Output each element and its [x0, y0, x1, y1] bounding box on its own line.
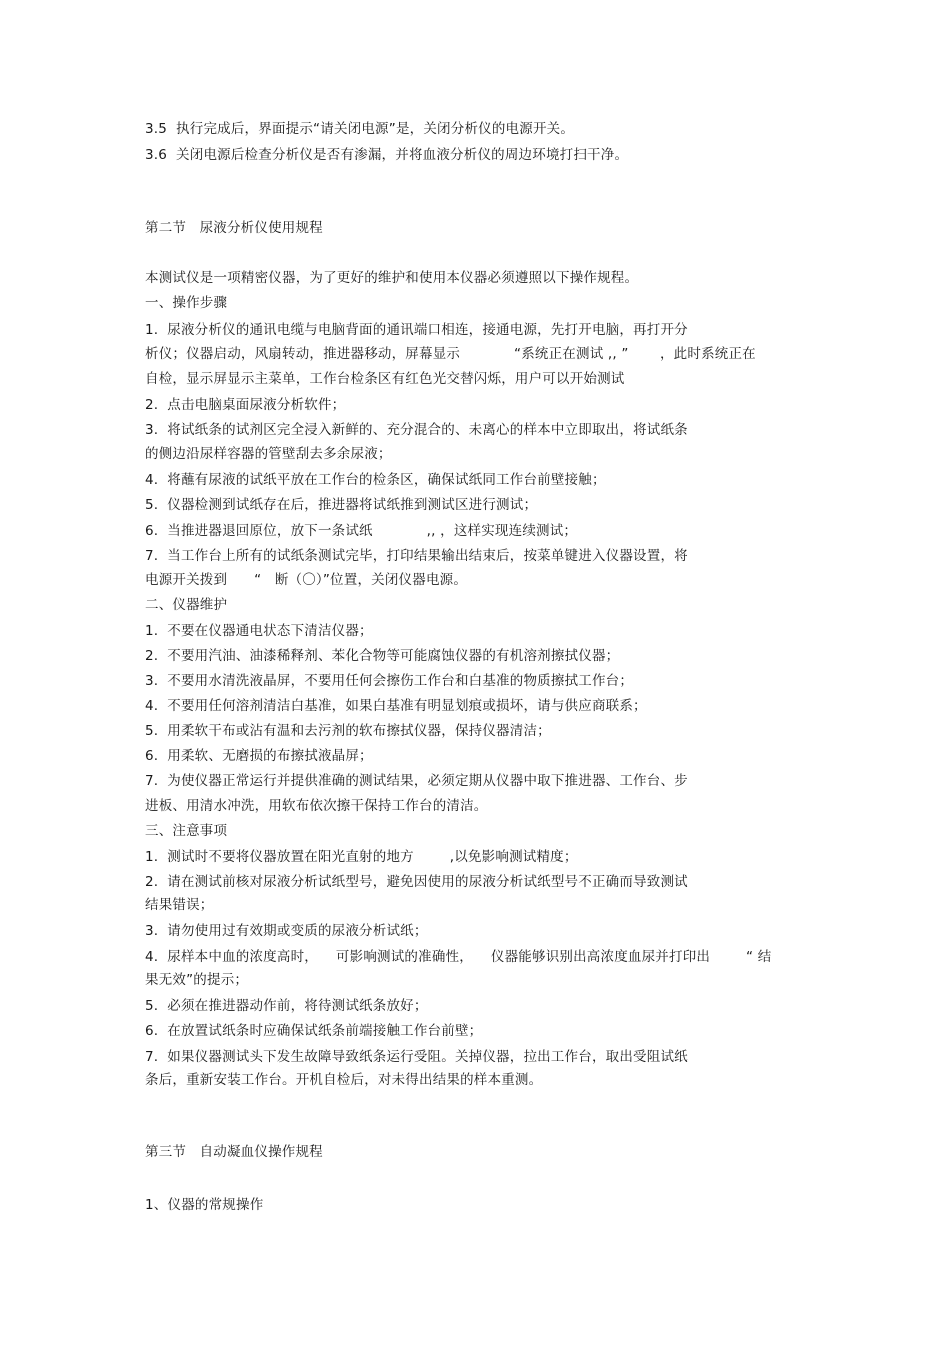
precaution-2-line-1: 2. 请在测试前核对尿液分析试纸型号，避免因使用的尿液分析试纸型号不正确而导致测试	[145, 874, 688, 890]
precaution-6: 6. 在放置试纸条时应确保试纸条前端接触工作台前壁；	[145, 1023, 483, 1039]
subheading-operation-steps: 一、操作步骤	[145, 295, 228, 311]
maintenance-2: 2. 不要用汽油、油漆稀释剂、苯化合物等可能腐蚀仪器的有机溶剂擦拭仪器；	[145, 648, 620, 664]
step-2: 2. 点击电脑桌面尿液分析软件；	[145, 397, 346, 413]
step-3-line-1: 3. 将试纸条的试剂区完全浸入新鲜的、充分混合的、未离心的样本中立即取出，将试纸条	[145, 422, 688, 438]
maintenance-6: 6. 用柔软、无磨损的布擦拭液晶屏；	[145, 748, 373, 764]
subheading-routine-operation: 1、仪器的常规操作	[145, 1197, 264, 1213]
step-7-line-1: 7. 当工作台上所有的试纸条测试完毕，打印结果输出结束后，按菜单键进入仪器设置，将	[145, 548, 688, 564]
subheading-maintenance: 二、仪器维护	[145, 597, 228, 613]
step-1-line-2: 析仪；仪器启动，风扇转动，推进器移动，屏幕显示 “系统正在测试 ,, ” ，此时系统正在	[145, 346, 756, 362]
maintenance-1: 1. 不要在仪器通电状态下清洁仪器；	[145, 623, 373, 639]
precaution-4-line-1: 4. 尿样本中血的浓度高时， 可影响测试的准确性， 仪器能够识别出高浓度血尿并打印出 “ 结	[145, 949, 772, 965]
step-7-line-2: 电源开关拨到 “ 断（〇）”位置，关闭仪器电源。	[145, 572, 468, 588]
section-heading-2: 第二节 尿液分析仪使用规程	[145, 220, 323, 236]
precaution-7-line-1: 7. 如果仪器测试头下发生故障导致纸条运行受阻。关掉仪器，拉出工作台，取出受阻试纸	[145, 1049, 688, 1065]
step-1-line-1: 1. 尿液分析仪的通讯电缆与电脑背面的通讯端口相连，接通电源，先打开电脑，再打开分	[145, 322, 688, 338]
precaution-4-line-2: 果无效”的提示；	[145, 972, 249, 988]
maintenance-7-line-2: 进板、用清水冲洗，用软布依次擦干保持工作台的清洁。	[145, 798, 488, 814]
precaution-7-line-2: 条后，重新安装工作台。开机自检后，对未得出结果的样本重测。	[145, 1072, 543, 1088]
text-line-3-5: 3.5 执行完成后，界面提示“请关闭电源”是，关闭分析仪的电源开关。	[145, 121, 575, 137]
maintenance-4: 4. 不要用任何溶剂清洁白基准，如果白基准有明显划痕或损坏，请与供应商联系；	[145, 698, 647, 714]
step-4: 4. 将蘸有尿液的试纸平放在工作台的检条区，确保试纸同工作台前壁接触；	[145, 472, 606, 488]
section-heading-3: 第三节 自动凝血仪操作规程	[145, 1144, 323, 1160]
text-line-3-6: 3.6 关闭电源后检查分析仪是否有渗漏，并将血液分析仪的周边环境打扫干净。	[145, 147, 629, 163]
maintenance-7-line-1: 7. 为使仪器正常运行并提供准确的测试结果，必须定期从仪器中取下推进器、工作台、步	[145, 773, 688, 789]
precaution-1: 1. 测试时不要将仪器放置在阳光直射的地方 ,以免影响测试精度；	[145, 849, 578, 865]
precaution-5: 5. 必须在推进器动作前，将待测试纸条放好；	[145, 998, 428, 1014]
step-1-line-3: 自检，显示屏显示主菜单，工作台检条区有红色光交替闪烁，用户可以开始测试	[145, 371, 625, 387]
step-6: 6. 当推进器退回原位，放下一条试纸 ,, ，这样实现连续测试；	[145, 523, 578, 539]
maintenance-3: 3. 不要用水清洗液晶屏，不要用任何会擦伤工作台和白基准的物质擦拭工作台；	[145, 673, 634, 689]
intro-paragraph: 本测试仪是一项精密仪器，为了更好的维护和使用本仪器必须遵照以下操作规程。	[145, 270, 639, 286]
subheading-precautions: 三、注意事项	[145, 823, 228, 839]
precaution-3: 3. 请勿使用过有效期或变质的尿液分析试纸；	[145, 923, 428, 939]
maintenance-5: 5. 用柔软干布或沾有温和去污剂的软布擦拭仪器，保持仪器清洁；	[145, 723, 551, 739]
precaution-2-line-2: 结果错误；	[145, 897, 214, 913]
step-5: 5. 仪器检测到试纸存在后，推进器将试纸推到测试区进行测试；	[145, 497, 538, 513]
step-3-line-2: 的侧边沿尿样容器的管壁刮去多余尿液；	[145, 446, 392, 462]
